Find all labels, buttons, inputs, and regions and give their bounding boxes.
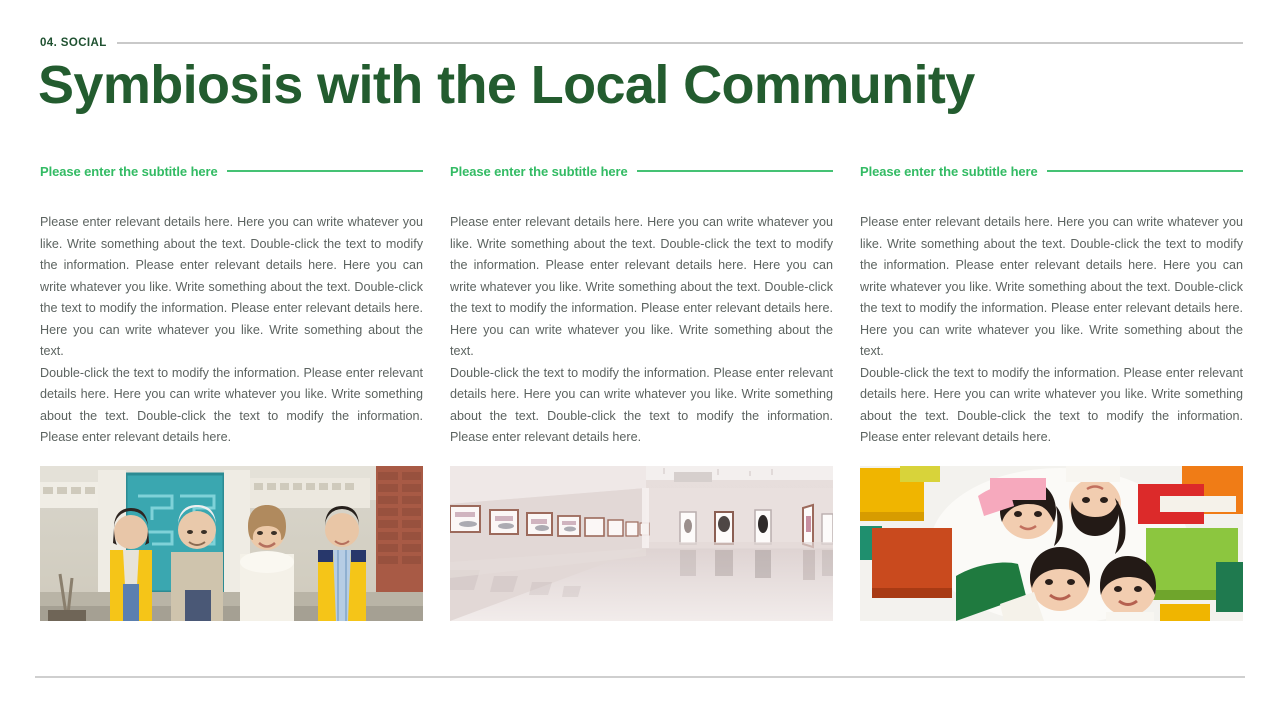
person-volunteer-right	[318, 506, 366, 621]
photo-children-with-colorful-books	[860, 466, 1243, 621]
subtitle-row-1	[40, 160, 423, 182]
column-paragraph-2-2: Double-click the text to modify the information. Please enter relevant details here. Here you can write whatever you like. Write something about the text. Double-click the text to modify the information. Please enter relevant details here.	[450, 365, 833, 445]
content-columns	[40, 160, 1243, 621]
photo-art-gallery-interior	[450, 466, 833, 621]
column-paragraph-3-2: Double-click the text to modify the information. Please enter relevant details here. Here you can write whatever you like. Write something about the text. Double-click the text to modify the information. Please enter relevant details here.	[860, 365, 1243, 445]
column-body-3	[860, 212, 1243, 449]
column-body-1	[40, 212, 423, 449]
column-paragraph-3-1: Please enter relevant details here. Here you can write whatever you like. Write something about the text. Double-click the text to modify the information. Please enter relevant details here. Here you can write whatever you like. Write something about the text. Double-click the text to modify the information. Please enter relevant details here. Here you can write whatever you like. Write something about the text.	[860, 215, 1243, 359]
subtitle-divider-3	[1047, 170, 1243, 172]
column-paragraph-2-1: Please enter relevant details here. Here you can write whatever you like. Write something about the text. Double-click the text to modify the information. Please enter relevant details here. Here you can write whatever you like. Write something about the text. Double-click the text to modify the information. Please enter relevant details here. Here you can write whatever you like. Write something about the text.	[450, 215, 833, 359]
column-paragraph-1-2: Double-click the text to modify the information. Please enter relevant details here. Here you can write whatever you like. Write something about the text. Double-click the text to modify the information. Please enter relevant details here.	[40, 365, 423, 445]
footer-divider	[35, 676, 1245, 678]
content-column-3	[860, 160, 1243, 621]
header-eyebrow-row	[40, 34, 1243, 52]
header-divider	[117, 42, 1243, 44]
subtitle-divider-2	[637, 170, 833, 172]
content-column-2	[450, 160, 833, 621]
column-paragraph-1-1: Please enter relevant details here. Here you can write whatever you like. Write something about the text. Double-click the text to modify the information. Please enter relevant details here. Here you can write whatever you like. Write something about the text. Double-click the text to modify the information. Please enter relevant details here. Here you can write whatever you like. Write something about the text.	[40, 215, 423, 359]
person-volunteer-left	[110, 508, 152, 621]
subtitle-row-3	[860, 160, 1243, 182]
photo-children-illustration	[860, 466, 1243, 621]
subtitle-divider-1	[227, 170, 423, 172]
photo-volunteers-illustration	[40, 466, 423, 621]
column-subtitle-1: Please enter the subtitle here	[40, 163, 218, 179]
column-body-2	[450, 212, 833, 449]
content-column-1	[40, 160, 423, 621]
page-title: Symbiosis with the Local Community	[38, 55, 975, 115]
photo-gallery-illustration	[450, 466, 833, 621]
photo-volunteers-with-elderly-residents	[40, 466, 423, 621]
section-number-label: 04. SOCIAL	[40, 37, 107, 49]
column-subtitle-2: Please enter the subtitle here	[450, 163, 628, 179]
column-subtitle-3: Please enter the subtitle here	[860, 163, 1038, 179]
subtitle-row-2	[450, 160, 833, 182]
